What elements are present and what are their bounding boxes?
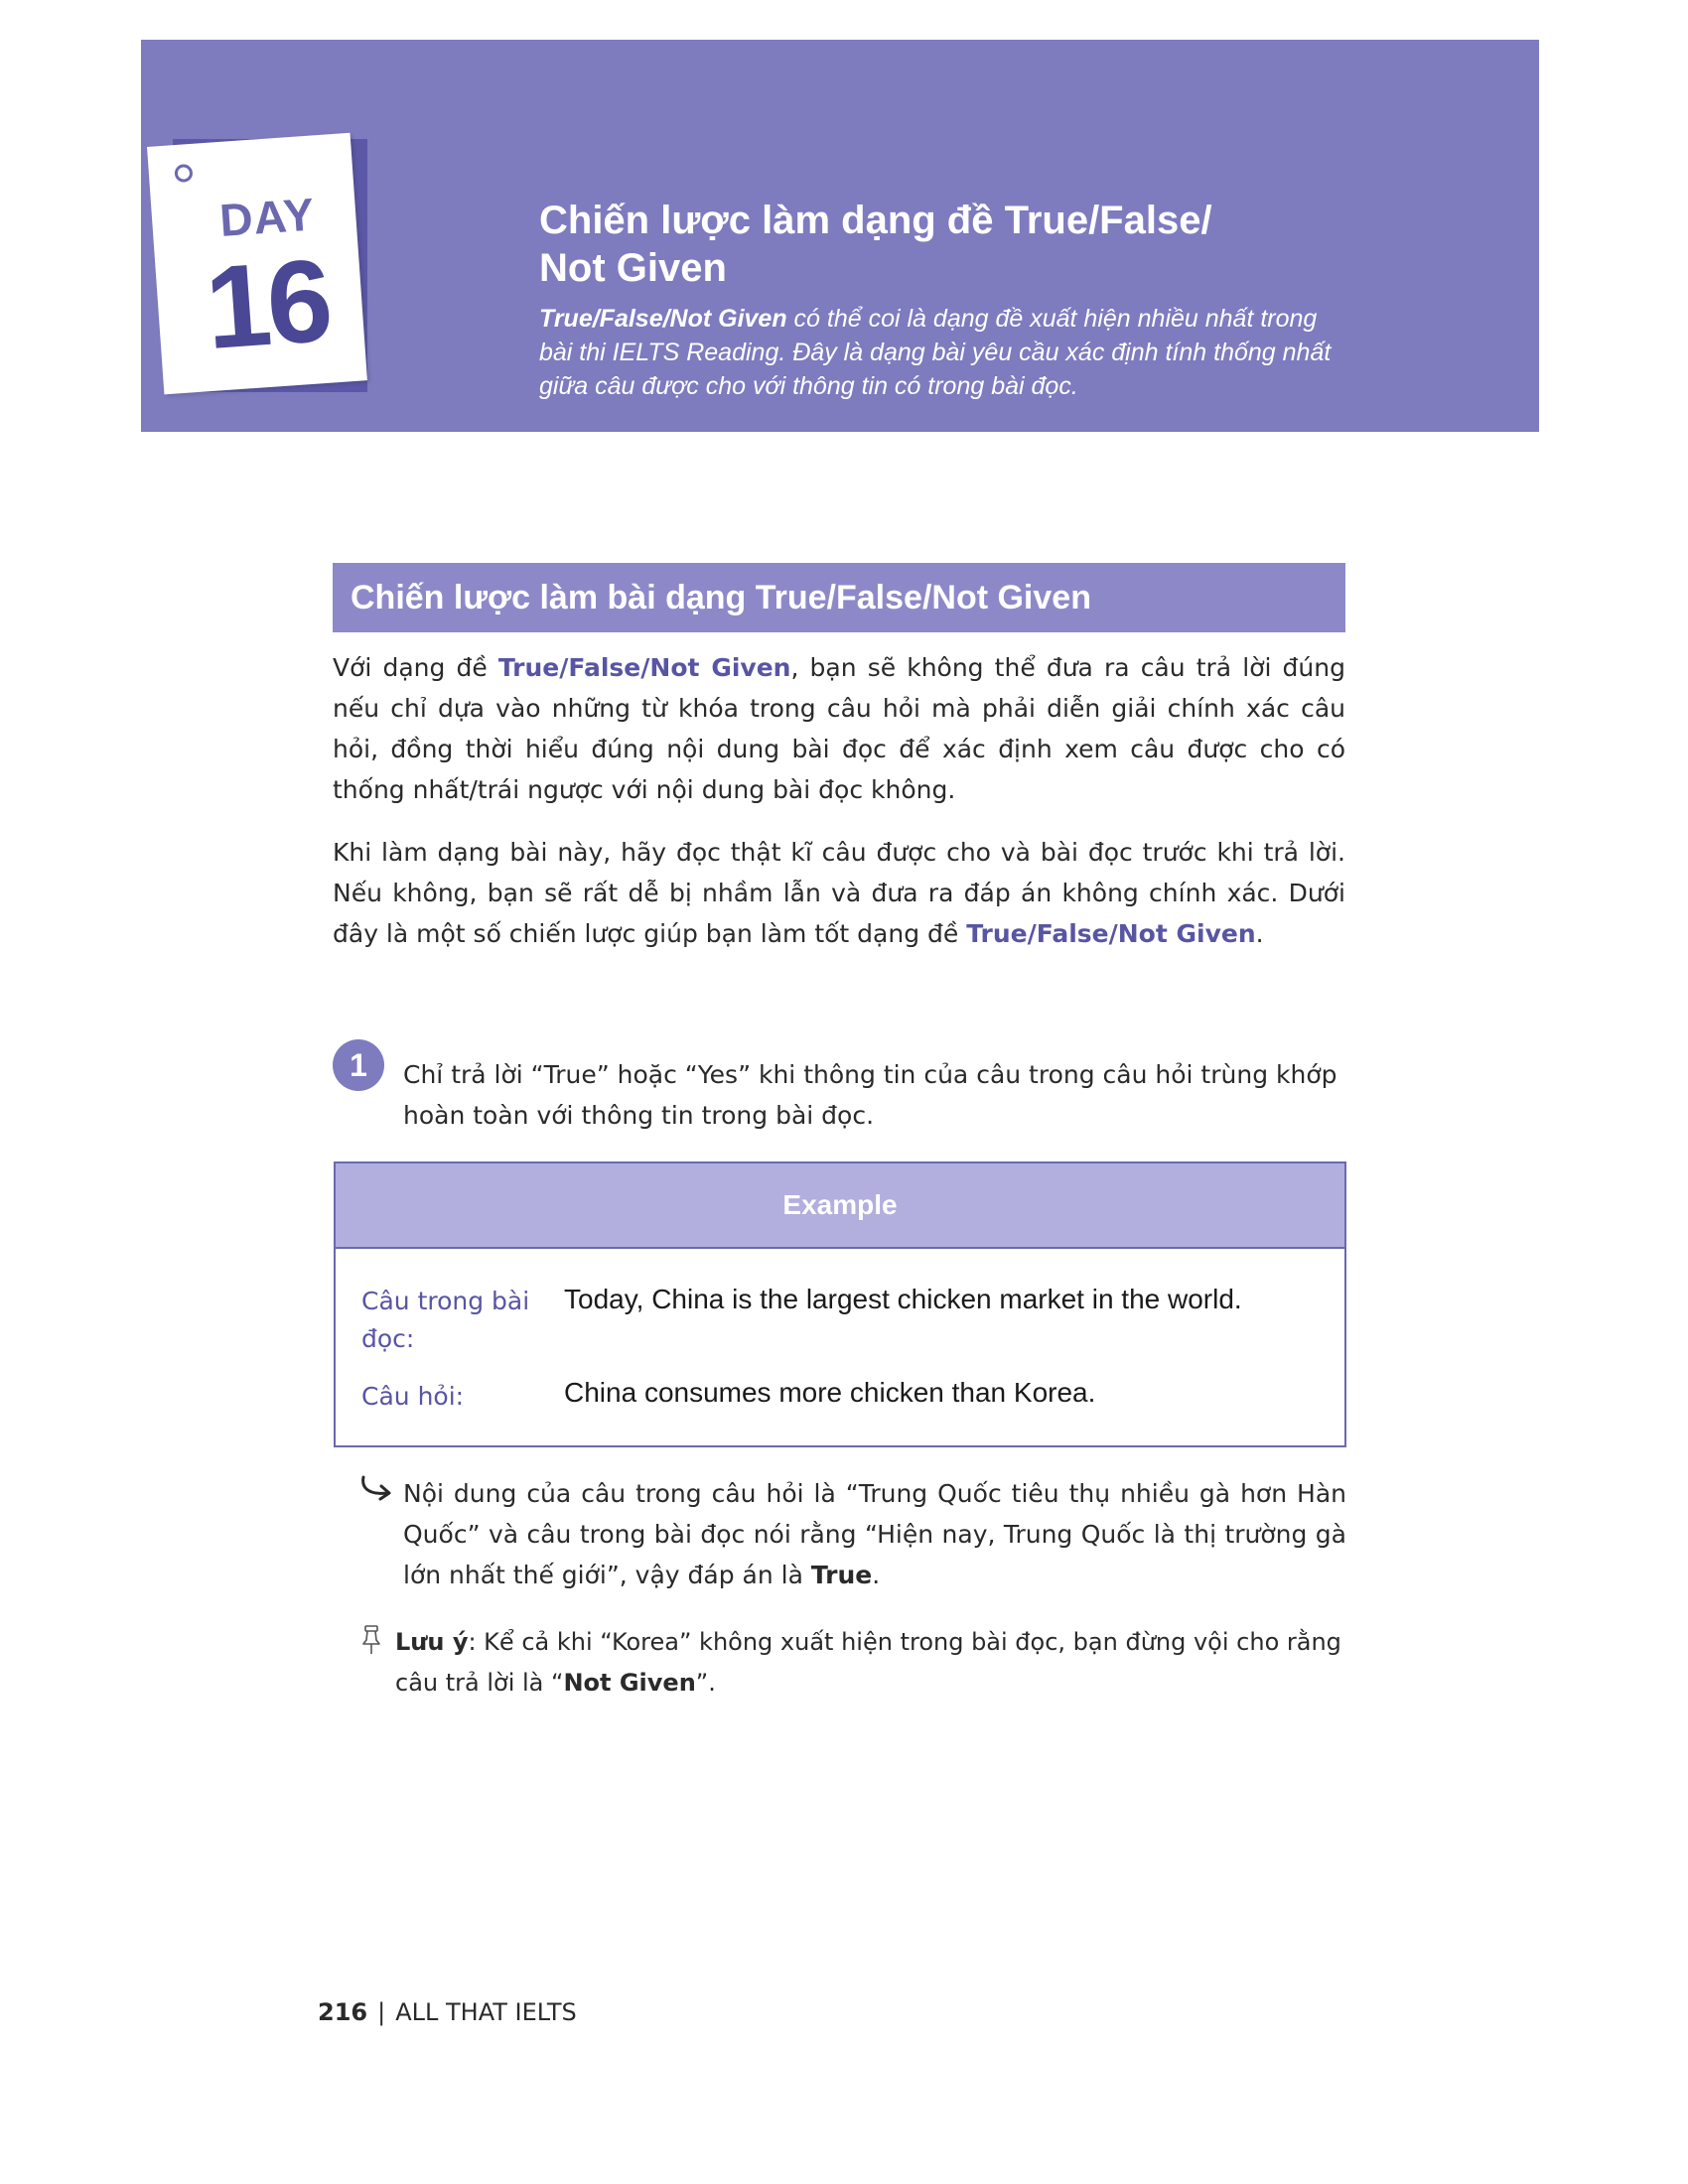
strategy-number-badge: 1 (333, 1039, 384, 1091)
intro-paragraph-1-text-b: , bạn sẽ không thể đưa ra câu trả lời đúng nếu chỉ dựa vào những từ khóa trong câu hỏi mà phải diễn giải chính xác câu hỏi, đồng thời hiểu đúng nội dung bài đọc để xác định xem câu được cho có thống nhất/trái ngược với nội dung bài đọc không. (333, 653, 1345, 804)
intro-paragraph-1-text-a: Với dạng đề (333, 653, 498, 682)
chapter-description (539, 302, 1353, 403)
chapter-title-line1: Chiến lược làm dạng đề True/False/ (539, 199, 1212, 242)
curved-arrow-icon (357, 1473, 397, 1503)
note-text-b: ”. (695, 1669, 716, 1697)
intro-paragraph-1 (333, 647, 1345, 810)
chapter-description-strong: True/False/Not Given (539, 305, 787, 333)
passage-label: Câu trong bài đọc: (361, 1287, 530, 1353)
intro-paragraph-2-highlight: True/False/Not Given (966, 919, 1256, 948)
day-number: 16 (201, 234, 334, 375)
day-calendar-card (147, 133, 367, 395)
calendar-ring-icon (174, 164, 193, 183)
chapter-description-text: có thể coi là dạng đề xuất hiện nhiều nhất trong bài thi IELTS Reading. Đây là dạng bài yêu cầu xác định tính thống nhất giữa câu được cho với thông tin có trong bài đọc. (539, 305, 1332, 400)
book-title: ALL THAT IELTS (395, 1998, 577, 2026)
intro-paragraph-1-highlight: True/False/Not Given (497, 653, 791, 682)
strategy-text: Chỉ trả lời “True” hoặc “Yes” khi thông tin của câu trong câu hỏi trùng khớp hoàn toàn với thông tin trong bài đọc. (403, 1060, 1337, 1130)
example-heading: Example (336, 1163, 1344, 1249)
footer-separator: | (377, 1998, 386, 2026)
page-footer (318, 1997, 577, 2027)
chapter-title (539, 197, 1353, 292)
explanation-text-a: Nội dung của câu trong câu hỏi là “Trung Quốc tiêu thụ nhiều gà hơn Hàn Quốc” và câu trong bài đọc nói rằng “Hiện nay, Trung Quốc là thị trường gà lớn nhất thế giới”, vậy đáp án là (403, 1479, 1346, 1589)
passage-sentence: Today, China is the largest chicken market in the world. (564, 1284, 1242, 1314)
note-text-a: : Kể cả khi “Korea” không xuất hiện trong bài đọc, bạn đừng vội cho rằng câu trả lời là “ (395, 1628, 1341, 1697)
note-strong: Not Given (563, 1669, 696, 1697)
chapter-title-line2: Not Given (539, 246, 727, 290)
example-box (334, 1161, 1346, 1447)
intro-paragraph-2-text-b: . (1255, 919, 1264, 948)
question-sentence: China consumes more chicken than Korea. (564, 1377, 1096, 1408)
day-label: DAY (217, 188, 317, 247)
explanation-text-b: . (872, 1561, 881, 1589)
note-label: Lưu ý (395, 1628, 469, 1656)
pushpin-icon (359, 1624, 383, 1656)
note-text (395, 1622, 1346, 1704)
question-label: Câu hỏi: (361, 1382, 465, 1411)
section-heading: Chiến lược làm bài dạng True/False/Not Given (333, 563, 1345, 632)
page-number: 216 (318, 1998, 368, 2026)
explanation-answer: True (810, 1561, 873, 1589)
intro-paragraph-2-text-a: Khi làm dạng bài này, hãy đọc thật kĩ câu được cho và bài đọc trước khi trả lời. Nếu không, bạn sẽ rất dễ bị nhầm lẫn và đưa ra đáp án không chính xác. Dưới đây là một số chiến lược giúp bạn làm tốt dạng đề (333, 838, 1345, 948)
intro-paragraph-2 (333, 832, 1345, 954)
explanation-text (403, 1473, 1346, 1595)
